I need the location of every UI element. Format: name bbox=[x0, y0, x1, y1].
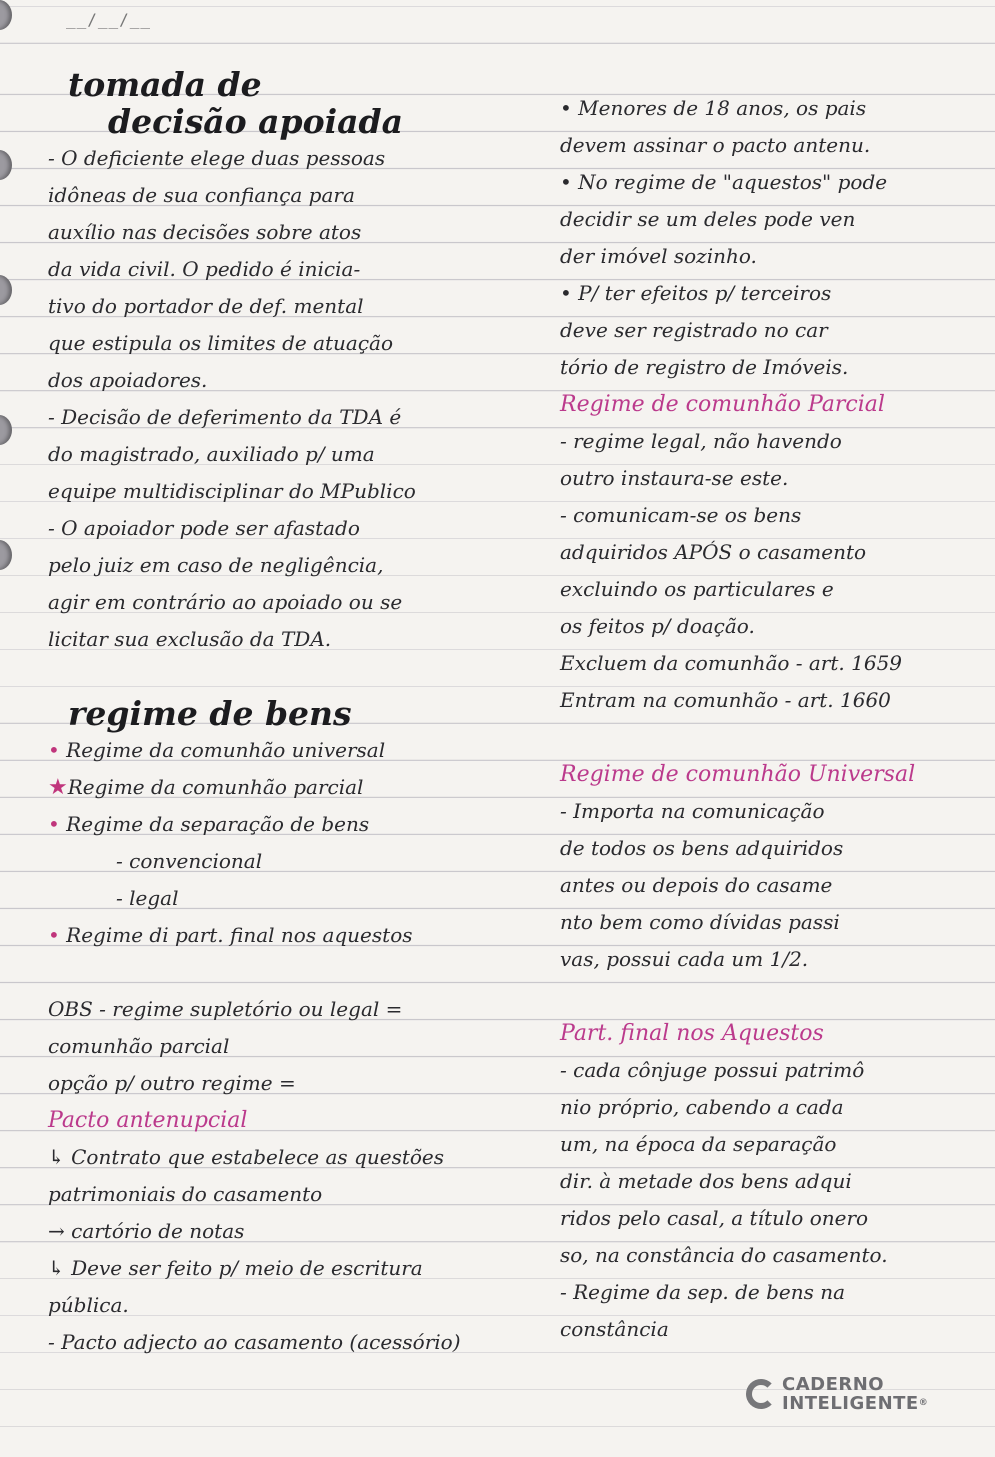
note-line: excluindo os particulares e bbox=[560, 577, 834, 601]
caderno-inteligente-logo bbox=[746, 1370, 928, 1418]
sub-item: - convencional bbox=[116, 849, 263, 873]
obs-line: OBS - regime supletório ou legal = bbox=[48, 997, 403, 1021]
obs-line: comunhão parcial bbox=[48, 1034, 230, 1058]
note-line: tório de registro de Imóveis. bbox=[560, 355, 849, 379]
note-line: ridos pelo casal, a título onero bbox=[560, 1206, 869, 1230]
blank-line bbox=[48, 658, 518, 695]
note-line: Excluem da comunhão - art. 1659 bbox=[560, 651, 903, 675]
note-line: - cada cônjuge possui patrimô bbox=[560, 1058, 865, 1082]
note-line: - Regime da sep. de bens na bbox=[560, 1280, 846, 1304]
regime-item: • Regime da comunhão universal bbox=[48, 738, 386, 762]
heading-tomada-decisao: tomada de bbox=[68, 65, 262, 104]
note-line: equipe multidisciplinar do MPublico bbox=[48, 479, 416, 503]
regime-item-starred: ★Regime da comunhão parcial bbox=[48, 775, 364, 800]
note-line: - O deficiente elege duas pessoas bbox=[48, 146, 386, 170]
note-line: deve ser registrado no car bbox=[560, 318, 828, 342]
star-icon: ★ bbox=[48, 775, 68, 800]
note-line: - regime legal, não havendo bbox=[560, 429, 842, 453]
note-line: um, na época da separação bbox=[560, 1132, 837, 1156]
note-line: - comunicam-se os bens bbox=[560, 503, 802, 527]
note-line: adquiridos APÓS o casamento bbox=[560, 540, 867, 564]
note-line: - Decisão de deferimento da TDA é bbox=[48, 405, 402, 429]
note-line: vas, possui cada um 1/2. bbox=[560, 947, 809, 971]
note-line: - Importa na comunicação bbox=[560, 799, 825, 823]
blank-line bbox=[560, 719, 980, 756]
note-line: nto bem como dívidas passi bbox=[560, 910, 840, 934]
note-line: agir em contrário ao apoiado ou se bbox=[48, 590, 403, 614]
binder-hole bbox=[0, 540, 12, 570]
note-line: devem assinar o pacto antenu. bbox=[560, 133, 871, 157]
note-line: tivo do portador de def. mental bbox=[48, 294, 364, 318]
note-line: der imóvel sozinho. bbox=[560, 244, 757, 268]
pacto-line: ↳ Deve ser feito p/ meio de escritura bbox=[48, 1256, 423, 1280]
heading-regime-bens: regime de bens bbox=[68, 694, 352, 733]
note-line: pelo juiz em caso de negligência, bbox=[48, 553, 384, 577]
logo-text: CADERNO INTELIGENTE® bbox=[782, 1374, 929, 1414]
pacto-title: Pacto antenupcial bbox=[48, 1108, 248, 1133]
note-line: dos apoiadores. bbox=[48, 368, 208, 392]
binder-hole bbox=[0, 275, 12, 305]
note-line: de todos os bens adquiridos bbox=[560, 836, 844, 860]
note-line: da vida civil. O pedido é inicia- bbox=[48, 257, 361, 281]
blank-line bbox=[48, 954, 518, 991]
note-line: • No regime de "aquestos" pode bbox=[560, 170, 888, 194]
regime-item: • Regime da separação de bens bbox=[48, 812, 370, 836]
note-line: que estipula os limites de atuação bbox=[48, 331, 394, 355]
pacto-line: pública. bbox=[48, 1293, 129, 1317]
note-line: • P/ ter efeitos p/ terceiros bbox=[560, 281, 832, 305]
sub-item: - legal bbox=[116, 886, 179, 910]
note-line: idôneas de sua confiança para bbox=[48, 183, 355, 207]
note-line: decidir se um deles pode ven bbox=[560, 207, 856, 231]
left-column bbox=[48, 66, 518, 1361]
bullet-icon: • bbox=[48, 923, 60, 947]
binder-hole bbox=[0, 150, 12, 180]
note-line: outro instaura-se este. bbox=[560, 466, 789, 490]
bullet-icon: • bbox=[48, 812, 60, 836]
note-line: Entram na comunhão - art. 1660 bbox=[560, 688, 891, 712]
binder-hole bbox=[0, 0, 12, 30]
note-line: constância bbox=[560, 1317, 669, 1341]
logo-c-icon bbox=[746, 1379, 776, 1409]
note-line: auxílio nas decisões sobre atos bbox=[48, 220, 362, 244]
section-title-comunhao-universal: Regime de comunhão Universal bbox=[560, 762, 916, 787]
note-line: os feitos p/ doação. bbox=[560, 614, 755, 638]
note-line: - O apoiador pode ser afastado bbox=[48, 516, 360, 540]
bullet-icon: • bbox=[48, 738, 60, 762]
section-title-comunhao-parcial: Regime de comunhão Parcial bbox=[560, 392, 885, 417]
binder-hole bbox=[0, 415, 12, 445]
note-line: antes ou depois do casame bbox=[560, 873, 833, 897]
right-column bbox=[560, 90, 980, 1348]
heading-tomada-decisao-2: decisão apoiada bbox=[108, 102, 404, 141]
pacto-line: → cartório de notas bbox=[48, 1219, 245, 1243]
note-line: nio próprio, cabendo a cada bbox=[560, 1095, 844, 1119]
note-line: dir. à metade dos bens adqui bbox=[560, 1169, 852, 1193]
note-line: do magistrado, auxiliado p/ uma bbox=[48, 442, 375, 466]
obs-line: opção p/ outro regime = bbox=[48, 1071, 296, 1095]
regime-item: • Regime di part. final nos aquestos bbox=[48, 923, 413, 947]
pacto-line: - Pacto adjecto ao casamento (acessório) bbox=[48, 1330, 461, 1354]
note-line: so, na constância do casamento. bbox=[560, 1243, 888, 1267]
pacto-line: patrimoniais do casamento bbox=[48, 1182, 323, 1206]
note-line: • Menores de 18 anos, os pais bbox=[560, 96, 867, 120]
section-title-aquestos: Part. final nos Aquestos bbox=[560, 1021, 824, 1046]
date-field: __/__/__ bbox=[66, 10, 152, 29]
blank-line bbox=[560, 978, 980, 1015]
note-line: licitar sua exclusão da TDA. bbox=[48, 627, 332, 651]
pacto-line: ↳ Contrato que estabelece as questões bbox=[48, 1145, 445, 1169]
